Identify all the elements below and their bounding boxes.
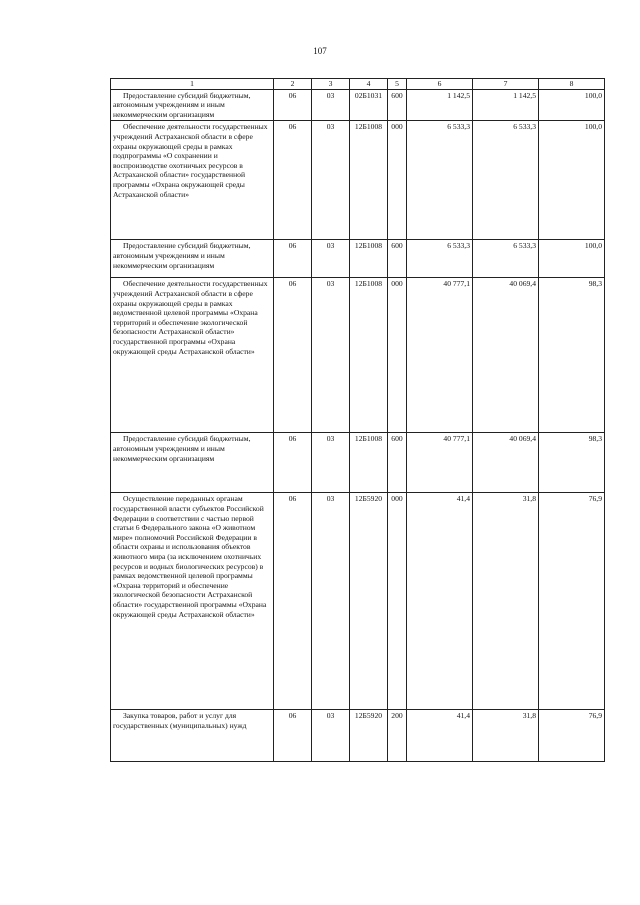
row-section: 06 [274,433,312,493]
table-header-row [111,79,605,90]
row-percent: 76,9 [539,710,605,762]
row-section: 06 [274,278,312,433]
row-planned: 41,4 [407,493,473,710]
row-expense-type: 000 [388,121,407,240]
column-header: 6 [407,79,473,90]
budget-table [110,78,605,762]
row-planned: 6 533,3 [407,121,473,240]
row-section: 06 [274,493,312,710]
column-header: 8 [539,79,605,90]
row-subsection: 03 [312,433,350,493]
page-number: 107 [313,46,327,56]
row-expense-type: 200 [388,710,407,762]
row-section: 06 [274,240,312,278]
row-subsection: 03 [312,121,350,240]
row-subsection: 03 [312,493,350,710]
table-row [111,433,605,493]
row-executed: 40 069,4 [473,433,539,493]
row-executed: 6 533,3 [473,240,539,278]
row-executed: 31,8 [473,493,539,710]
column-header: 1 [111,79,274,90]
row-expense-type: 600 [388,89,407,121]
row-percent: 76,9 [539,493,605,710]
table-row [111,278,605,433]
row-expense-type: 000 [388,493,407,710]
row-percent: 100,0 [539,89,605,121]
row-planned: 41,4 [407,710,473,762]
row-target-code: 12Б1008 [350,433,388,493]
table-row [111,240,605,278]
row-expense-type: 600 [388,433,407,493]
row-name: Предоставление субсидий бюджетным, автономным учреждениям и иным некоммерческим организациям [111,240,274,278]
row-section: 06 [274,121,312,240]
row-expense-type: 000 [388,278,407,433]
row-section: 06 [274,89,312,121]
row-percent: 98,3 [539,278,605,433]
row-section: 06 [274,710,312,762]
row-target-code: 12Б1008 [350,240,388,278]
row-name: Предоставление субсидий бюджетным, автономным учреждениям и иным некоммерческим организациям [111,433,274,493]
row-executed: 31,8 [473,710,539,762]
row-subsection: 03 [312,89,350,121]
row-target-code: 12Б1008 [350,121,388,240]
row-name: Осуществление переданных органам государственной власти субъектов Российской Федерации в соответствии с частью первой статьи 6 Федерального закона «О животном мире» полномочий Российской Федерации в области охраны и использования объектов животного мира (за исключением охотничьих ресурсов и водных биологических ресурсов) в рамках ведомственной целевой программы «Охрана территорий и обеспечение экологической безопасности Астраханской области» государственной программы «Охрана окружающей среды Астраханской области» [111,493,274,710]
table-row [111,89,605,121]
row-executed: 1 142,5 [473,89,539,121]
table-row [111,493,605,710]
table-row [111,121,605,240]
row-subsection: 03 [312,710,350,762]
row-executed: 40 069,4 [473,278,539,433]
row-name: Обеспечение деятельности государственных учреждений Астраханской области в сфере охраны окружающей среды в рамках ведомственной целевой программы «Охрана территорий и обеспечение экологической безопасности Астраханской области» государственной программы «Охрана окружающей среды Астраханской области» [111,278,274,433]
row-percent: 98,3 [539,433,605,493]
row-target-code: 02Б1031 [350,89,388,121]
row-planned: 40 777,1 [407,433,473,493]
row-executed: 6 533,3 [473,121,539,240]
row-percent: 100,0 [539,121,605,240]
column-header: 4 [350,79,388,90]
column-header: 2 [274,79,312,90]
row-planned: 6 533,3 [407,240,473,278]
column-header: 7 [473,79,539,90]
row-name: Предоставление субсидий бюджетным, автономным учреждениям и иным некоммерческим организациям [111,89,274,121]
column-header: 3 [312,79,350,90]
row-planned: 40 777,1 [407,278,473,433]
row-expense-type: 600 [388,240,407,278]
row-subsection: 03 [312,240,350,278]
row-name: Закупка товаров, работ и услуг для государственных (муниципальных) нужд [111,710,274,762]
row-target-code: 12Б1008 [350,278,388,433]
row-target-code: 12Б5920 [350,710,388,762]
row-percent: 100,0 [539,240,605,278]
row-planned: 1 142,5 [407,89,473,121]
column-header: 5 [388,79,407,90]
row-target-code: 12Б5920 [350,493,388,710]
row-name: Обеспечение деятельности государственных учреждений Астраханской области в сфере охраны окружающей среды в рамках подпрограммы «О сохранении и воспроизводстве охотничьих ресурсов в Астраханской области» государственной программы «Охрана окружающей среды Астраханской области» [111,121,274,240]
table-row [111,710,605,762]
row-subsection: 03 [312,278,350,433]
